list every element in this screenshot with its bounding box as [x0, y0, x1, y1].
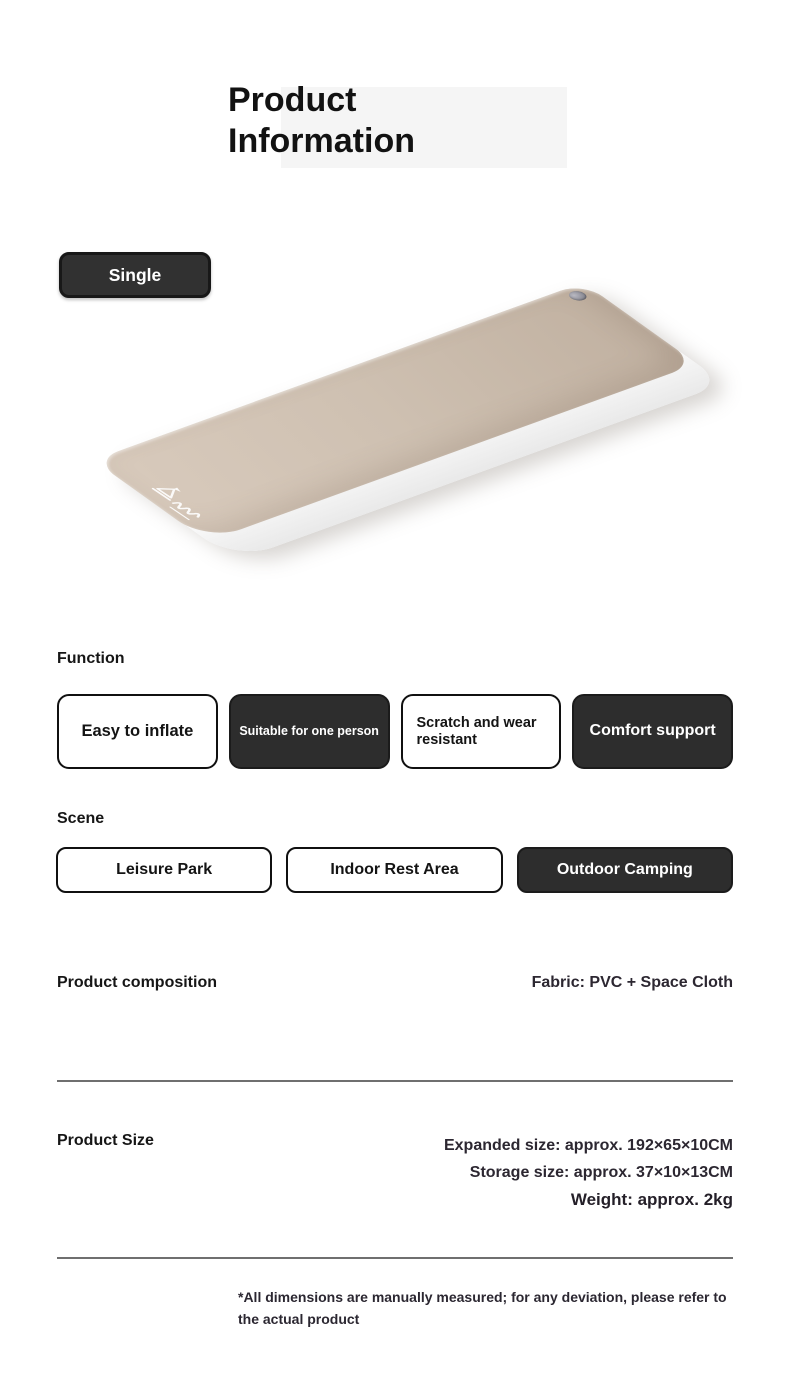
function-chip-easy-to-inflate[interactable]: Easy to inflate	[57, 694, 218, 769]
storage-size-value: Storage size: approx. 37×10×13CM	[469, 1164, 733, 1181]
product-composition-label: Product composition	[57, 974, 217, 991]
variant-badge-single[interactable]: Single	[59, 252, 211, 298]
product-composition-row	[57, 974, 733, 992]
function-chip-row	[57, 694, 733, 769]
product-composition-value: Fabric: PVC + Space Cloth	[531, 974, 733, 991]
scene-chip-leisure-park[interactable]: Leisure Park	[56, 847, 272, 893]
product-size-row	[57, 1132, 733, 1213]
expanded-size-value: Expanded size: approx. 192×65×10CM	[443, 1137, 733, 1154]
product-image	[0, 250, 790, 640]
scene-chip-indoor-rest-area[interactable]: Indoor Rest Area	[286, 847, 502, 893]
scene-chip-outdoor-camping[interactable]: Outdoor Camping	[517, 847, 733, 893]
scene-chip-row	[56, 847, 733, 893]
page-title: Product Information	[228, 81, 415, 160]
divider	[57, 1257, 733, 1259]
function-chip-scratch-wear-resistant[interactable]: Scratch and wear resistant	[401, 694, 562, 769]
function-section-label: Function	[57, 650, 125, 667]
function-chip-suitable-for-one-person[interactable]: Suitable for one person	[229, 694, 390, 769]
scene-section-label: Scene	[57, 810, 105, 827]
function-chip-comfort-support[interactable]: Comfort support	[572, 694, 733, 769]
brand-logo-icon	[141, 481, 222, 528]
mat-top-surface	[93, 283, 696, 542]
product-size-label: Product Size	[57, 1132, 154, 1149]
inflation-valve-icon	[565, 289, 590, 302]
weight-value: Weight: approx. 2kg	[570, 1190, 733, 1209]
divider	[57, 1080, 733, 1082]
mat-white-base	[96, 284, 725, 561]
measurement-disclaimer: *All dimensions are manually measured; for any deviation, please refer to the actual product	[238, 1289, 727, 1327]
product-size-values	[444, 1132, 733, 1213]
